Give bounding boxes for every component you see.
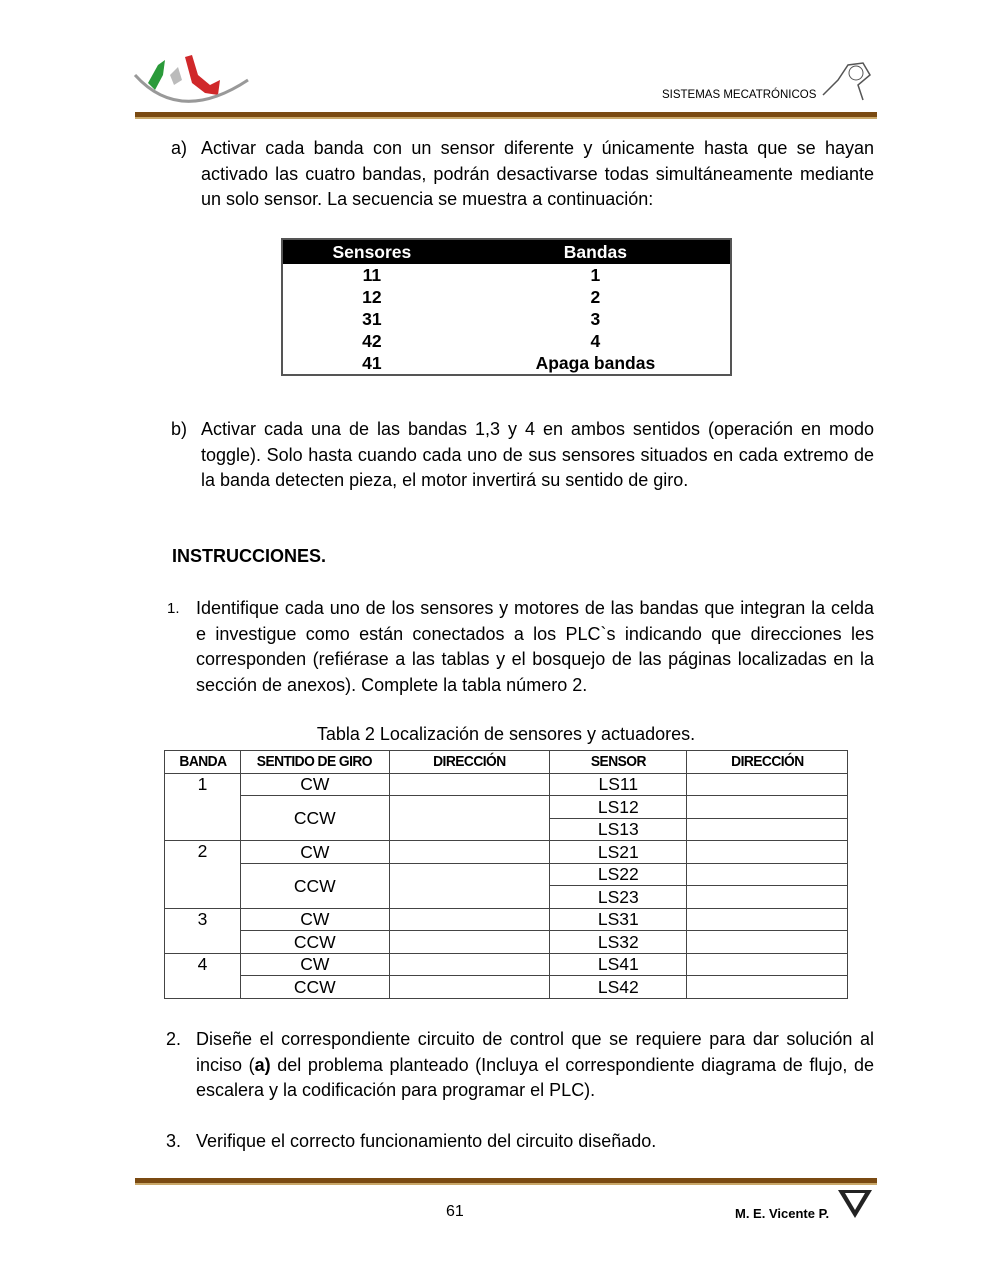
cell: 3 xyxy=(590,309,601,329)
sensor-direccion-input[interactable] xyxy=(687,841,848,864)
table-row xyxy=(165,908,848,931)
footer-rule xyxy=(135,1178,877,1185)
sensor-cell: LS21 xyxy=(550,841,687,864)
step-2-bold: a) xyxy=(254,1054,271,1075)
table-row xyxy=(282,286,731,308)
cell: 41 xyxy=(362,353,382,373)
table-row xyxy=(165,796,848,819)
sensor-direccion-input[interactable] xyxy=(687,976,848,999)
col-sensores: Sensores xyxy=(282,239,461,264)
col-bandas: Bandas xyxy=(461,239,731,264)
step-1-text: Identifique cada uno de los sensores y motores de las bandas que integran la celda e investigue como están conectados a los PLC`s indicando que direcciones les corresponden (refiérase a las tablas y el bosquejo de las páginas localizadas en la sección de anexos). Complete la tabla número 2. xyxy=(196,598,874,695)
item-b xyxy=(171,417,874,494)
cell: 2 xyxy=(590,287,601,307)
sensor-cell: LS11 xyxy=(550,773,687,796)
table-row xyxy=(282,352,731,375)
robot-arm-icon xyxy=(818,55,876,103)
step-3 xyxy=(166,1129,874,1155)
cell: Apaga bandas xyxy=(535,353,656,373)
sensor-direccion-input[interactable] xyxy=(687,931,848,954)
direccion-input[interactable] xyxy=(389,976,550,999)
table-row xyxy=(282,264,731,286)
sentido-cell: CCW xyxy=(240,931,389,954)
sensor-direccion-input[interactable] xyxy=(687,818,848,841)
item-a-marker: a) xyxy=(171,138,188,158)
col-banda: BANDA xyxy=(168,751,238,774)
table-row xyxy=(165,931,848,954)
sensor-cell: LS32 xyxy=(550,931,687,954)
page-number: 61 xyxy=(446,1203,464,1220)
cell: 1 xyxy=(590,265,601,285)
banda-cell: 2 xyxy=(165,841,241,909)
direccion-input[interactable] xyxy=(389,863,550,908)
col-direccion-sensor: DIRECCIÓN xyxy=(693,751,841,774)
item-b-marker: b) xyxy=(171,419,188,439)
step-1-marker: 1. xyxy=(167,600,180,617)
cell: 4 xyxy=(590,331,601,351)
sentido-cell: CCW xyxy=(240,976,389,999)
table-row xyxy=(282,330,731,352)
sensor-cell: LS42 xyxy=(550,976,687,999)
sequence-table xyxy=(281,238,732,376)
direccion-input[interactable] xyxy=(389,953,550,976)
sensor-direccion-input[interactable] xyxy=(687,908,848,931)
cell: 42 xyxy=(362,331,382,351)
step-1 xyxy=(167,596,874,698)
banda-cell: 3 xyxy=(165,908,241,953)
sensor-cell: LS31 xyxy=(550,908,687,931)
col-sentido: SENTIDO DE GIRO xyxy=(246,751,383,774)
location-table xyxy=(164,750,848,999)
table-row xyxy=(282,308,731,330)
item-a xyxy=(171,136,874,213)
col-sensor: SENSOR xyxy=(555,751,681,774)
table2-caption: Tabla 2 Localización de sensores y actuadores. xyxy=(316,724,696,744)
vp-logo-icon xyxy=(836,1188,874,1220)
sentido-cell: CW xyxy=(240,908,389,931)
sentido-cell: CCW xyxy=(240,796,389,841)
direccion-input[interactable] xyxy=(389,931,550,954)
step-3-text: Verifique el correcto funcionamiento del circuito diseñado. xyxy=(196,1131,657,1151)
direccion-input[interactable] xyxy=(389,796,550,841)
direccion-input[interactable] xyxy=(389,773,550,796)
instructions-heading: INSTRUCCIONES. xyxy=(172,546,327,566)
cell: 11 xyxy=(362,265,382,285)
step-2-marker: 2. xyxy=(166,1029,182,1049)
sensor-cell: LS22 xyxy=(550,863,687,886)
table-row xyxy=(165,863,848,886)
item-a-text: Activar cada banda con un sensor diferente y únicamente hasta que se hayan activado las cuatro bandas, podrán desactivarse todas simultáneamente mediante un solo sensor. La secuencia se muestra a continuación: xyxy=(201,138,874,209)
sensor-direccion-input[interactable] xyxy=(687,863,848,886)
banda-cell: 4 xyxy=(165,953,241,998)
sensor-direccion-input[interactable] xyxy=(687,886,848,909)
cell: 31 xyxy=(362,309,382,329)
footer-author: M. E. Vicente P. xyxy=(735,1206,830,1221)
step-2 xyxy=(166,1027,875,1104)
sentido-cell: CW xyxy=(240,841,389,864)
sensor-direccion-input[interactable] xyxy=(687,953,848,976)
sensor-direccion-input[interactable] xyxy=(687,773,848,796)
step-2-text: Diseñe el correspondiente circuito de control que se requiere para dar solución al inciso ( xyxy=(196,1029,874,1075)
direccion-input[interactable] xyxy=(389,908,550,931)
table-row xyxy=(165,841,848,864)
table-row xyxy=(165,773,848,796)
table-row xyxy=(165,953,848,976)
sensor-cell: LS23 xyxy=(550,886,687,909)
banda-cell: 1 xyxy=(165,773,241,841)
sensor-direccion-input[interactable] xyxy=(687,796,848,819)
sentido-cell: CW xyxy=(240,773,389,796)
sensor-cell: LS41 xyxy=(550,953,687,976)
cell: 12 xyxy=(362,287,382,307)
institution-logo xyxy=(130,45,255,115)
step-3-marker: 3. xyxy=(166,1131,182,1151)
item-b-text: Activar cada una de las bandas 1,3 y 4 en ambos sentidos (operación en modo toggle). Solo hasta cuando cada uno de sus sensores situados en cada extremo de la banda detecten pieza, el motor invertirá su sentido de giro. xyxy=(201,419,874,490)
col-direccion: DIRECCIÓN xyxy=(396,751,544,774)
header-rule xyxy=(135,112,877,119)
sensor-cell: LS13 xyxy=(550,818,687,841)
header-title: SISTEMAS MECATRÓNICOS xyxy=(662,89,817,101)
step-2-text-post: del problema planteado (Incluya el correspondiente diagrama de flujo, de escalera y la codificación para programar el PLC). xyxy=(196,1054,875,1100)
sensor-cell: LS12 xyxy=(550,796,687,819)
direccion-input[interactable] xyxy=(389,841,550,864)
sentido-cell: CW xyxy=(240,953,389,976)
sentido-cell: CCW xyxy=(240,863,389,908)
table-row xyxy=(165,976,848,999)
